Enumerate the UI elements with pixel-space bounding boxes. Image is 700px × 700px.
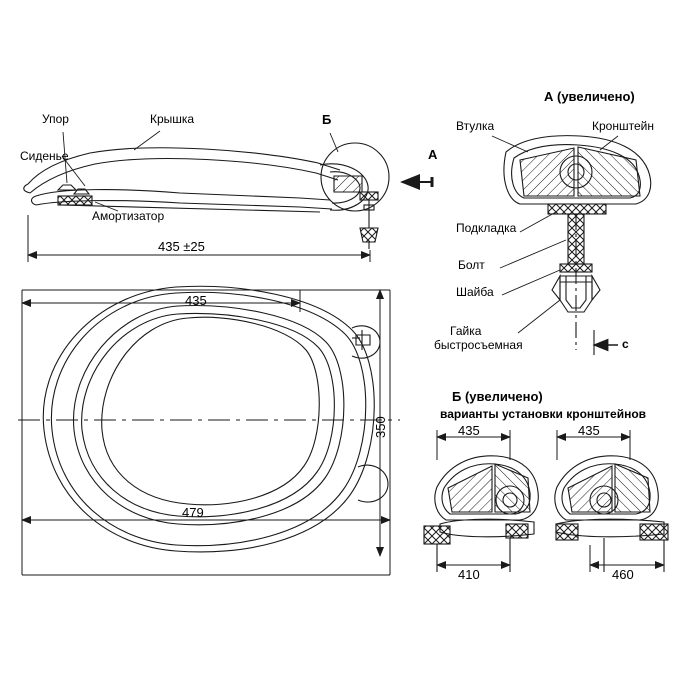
label-shayba: Шайба xyxy=(456,285,494,299)
label-amortizator: Амортизатор xyxy=(92,209,165,223)
label-kronshtein: Кронштейн xyxy=(592,119,654,133)
label-upor: Упор xyxy=(42,112,69,126)
detail-b-right-geometry xyxy=(555,456,668,572)
side-view-leaders xyxy=(62,131,338,211)
dimension-b-right-top: 435 xyxy=(578,423,600,438)
dimension-plan-350: 350 xyxy=(373,416,388,438)
label-sidenye: Сиденье xyxy=(20,149,69,163)
label-kryshka: Крышка xyxy=(150,112,195,126)
label-gayka-line2: быстросъемная xyxy=(434,338,523,352)
dimension-overall-length-text: 435 ±25 xyxy=(158,239,205,254)
callout-b-side: Б xyxy=(322,112,332,127)
plan-view-geometry xyxy=(18,286,400,552)
dimension-b-left-bottom: 410 xyxy=(458,567,480,582)
label-marker-c: c xyxy=(622,337,629,351)
detail-b-subtitle: варианты установки кронштейнов xyxy=(440,407,647,421)
dimension-b-right-bottom: 460 xyxy=(612,567,634,582)
label-gayka-line1: Гайка xyxy=(450,324,482,338)
detail-a-geometry xyxy=(504,136,651,355)
detail-a-title: А (увеличено) xyxy=(544,89,635,104)
dimension-b-left-top: 435 xyxy=(458,423,480,438)
label-vtulka: Втулка xyxy=(456,119,495,133)
dimension-plan-479: 479 xyxy=(182,505,204,520)
side-view-geometry xyxy=(24,143,432,249)
callout-a-side: А xyxy=(428,147,438,162)
detail-b-title: Б (увеличено) xyxy=(452,389,543,404)
label-bolt: Болт xyxy=(458,258,485,272)
detail-b-left-geometry xyxy=(424,456,538,572)
label-podkladka: Подкладка xyxy=(456,221,517,235)
dimension-plan-435: 435 xyxy=(185,293,207,308)
